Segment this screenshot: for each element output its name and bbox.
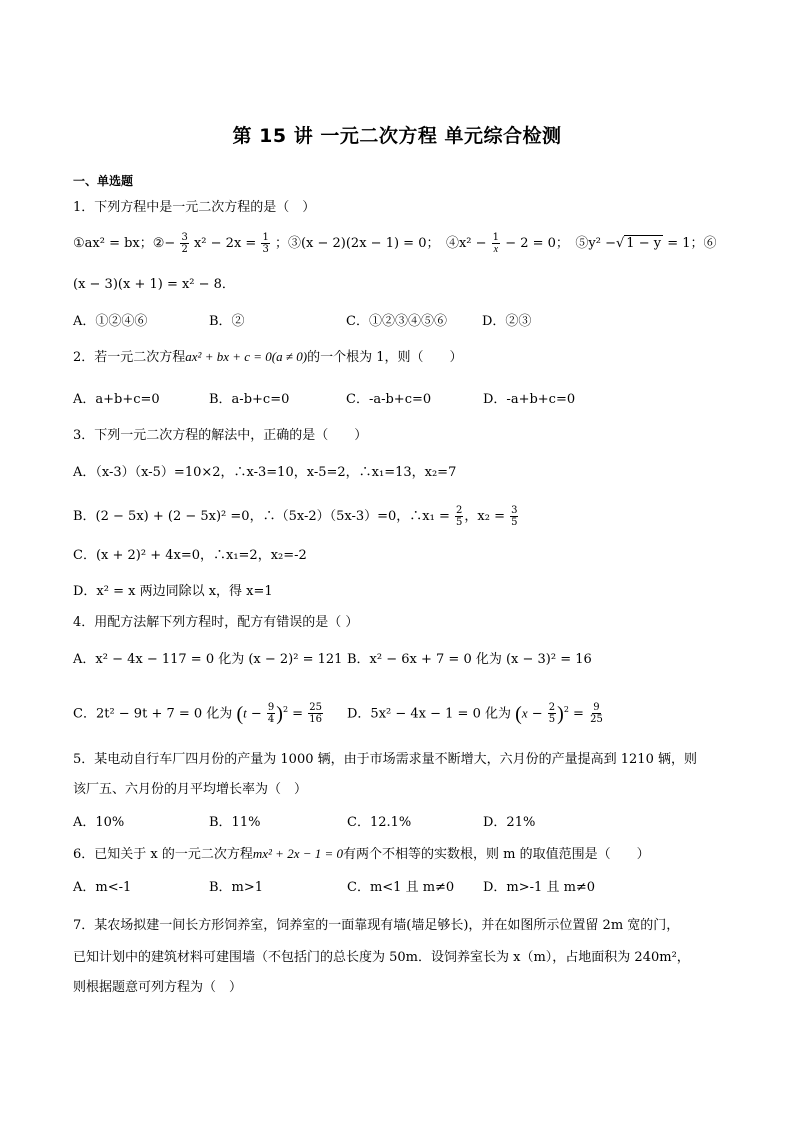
q1-eq1b: x² − 2x = [193,236,257,251]
option-c: C．2t² − 9t + 7 = 0 化为 (t − $\frac{9}{4}$ )$^2$ = $\frac{25}{16}$ [73,702,322,726]
q5-options [73,814,754,832]
fraction: $\frac{9}{25}$ [590,702,603,726]
q1-eq1d: − 2 = 0； ⑤y² − [505,236,616,251]
option-b: B．② [209,314,245,329]
q1-stem: 1．下列方程中是一元二次方程的是（ ） [73,200,316,215]
q2-equation: ax² + bx + c = 0(a ≠ 0) [185,349,308,364]
q7-line1: 7．某农场拟建一间长方形饲养室，饲养室的一面靠现有墙(墙足够长)，并在如图所示位置留 2m 宽的门， [73,918,680,933]
q4-options-row2 [73,701,754,725]
fraction: $\frac{2}{5}$ [456,505,463,528]
q4-stem: 4．用配方法解下列方程时，配方有错误的是（ ） [73,615,359,630]
option-c: C．①②③④⑤⑥ [346,314,447,329]
q3-option-c: C．(x + 2)² + 4x=0，∴x₁=2，x₂=-2 [73,548,307,563]
option-b: B．11% [209,815,261,830]
q5-stem-line2: 该厂五、六月份的月平均增长率为（ ） [73,782,308,797]
option-b: B．x² − 6x + 7 = 0 化为 (x − 3)² = 16 [347,652,592,667]
option-a: A．①②④⑥ [73,314,148,329]
q2-options [73,391,754,409]
sqrt-radicand: 1 − y [626,236,662,251]
fraction: $\frac{25}{16}$ [309,702,322,726]
q1-options [73,313,754,331]
q1-eq1: ①ax² = bx；②− [73,236,176,251]
q1-eq1f: = 1；⑥ [663,236,717,251]
q5-stem-line1: 5．某电动自行车厂四月份的产量为 1000 辆，由于市场需求量不断增大，六月份的产量提高到 1210 辆，则 [73,752,697,767]
fraction: $\frac{2}{5}$ [548,702,556,726]
page-title: 第 15 讲 一元二次方程 单元综合检测 [232,125,562,147]
q1-equations-line1: ①ax² = bx；②− $\frac{3}{2}$ x² − 2x = $\frac{1}{3}$ ；③(x − 2)(2x − 1) = 0； ④x² − $\frac{1}{x}$ − 2 = 0； ⑤y² −√ 1 − y = 1；⑥ [73,232,717,255]
q6-stem-b: 有两个不相等的实数根，则 m 的取值范围是（ ） [343,847,650,862]
q7-line2: 已知计划中的建筑材料可建围墙（不包括门的总长度为 50m．设饲养室长为 x（m），占地面积为 240m²， [73,950,690,965]
fraction: $\frac{1}{3}$ [262,232,269,255]
option-a: A．a+b+c=0 [73,392,160,407]
option-d: D．5x² − 4x − 1 = 0 化为 (x − $\frac{2}{5}$ )$^2$ = $\frac{9}{25}$ [347,702,603,726]
option-c: C．-a-b+c=0 [346,392,432,407]
q6-equation: mx² + 2x − 1 = 0 [252,846,344,861]
option-b: B．m>1 [209,880,264,895]
q6-stem [73,845,754,864]
q4-options-row1 [73,651,754,669]
section-heading: 一、单选题 [73,174,134,188]
fraction: $\frac{1}{x}$ [492,232,500,255]
q2-stem-b: 的一个根为 1，则（ ） [307,350,463,365]
option-a: A．m<-1 [73,880,132,895]
fraction: $\frac{3}{2}$ [181,232,188,255]
option-a: A．10% [73,815,125,830]
option-c: C．12.1% [347,815,412,830]
option-c: C．m<1 且 m≠0 [347,880,455,895]
q3-option-b-text: B．(2 − 5x) + (2 − 5x)² =0，∴（5x-2）（5x-3）=0，∴x₁ = [73,509,450,524]
q1-eq1c: ；③(x − 2)(2x − 1) = 0； ④x² − [274,236,487,251]
q3-option-b [73,505,754,528]
option-c-text: C．2t² − 9t + 7 = 0 化为 [73,706,233,722]
q1-equations-line2: (x − 3)(x + 1) = x² − 8． [73,277,235,292]
q2-stem [73,348,754,367]
fraction: $\frac{3}{5}$ [511,505,518,528]
q3-stem: 3．下列一元二次方程的解法中，正确的是（ ） [73,428,368,443]
q2-stem-a: 2．若一元二次方程 [73,350,186,365]
fraction: $\frac{9}{4}$ [267,702,275,726]
option-d: D．m>-1 且 m≠0 [483,880,596,895]
option-d: D．21% [483,815,536,830]
option-a: A．x² − 4x − 117 = 0 化为 (x − 2)² = 121 [73,652,343,667]
q3-option-d: D．x² = x 两边同除以 x，得 x=1 [73,584,273,599]
q6-stem-a: 6．已知关于 x 的一元二次方程 [73,847,253,862]
option-d-text: D．5x² − 4x − 1 = 0 化为 [347,706,511,722]
q3-option-b-text2: ，x₂ = [464,509,505,524]
q3-option-a: A．（x-3）（x-5）=10×2，∴x-3=10，x-5=2，∴x₁=13，x₂=7 [73,465,457,480]
q6-options [73,879,754,897]
option-b: B．a-b+c=0 [209,392,290,407]
q7-line3: 则根据题意可列方程为（ ） [73,980,243,995]
option-d: D．-a+b+c=0 [483,392,576,407]
option-d: D．②③ [482,314,532,329]
